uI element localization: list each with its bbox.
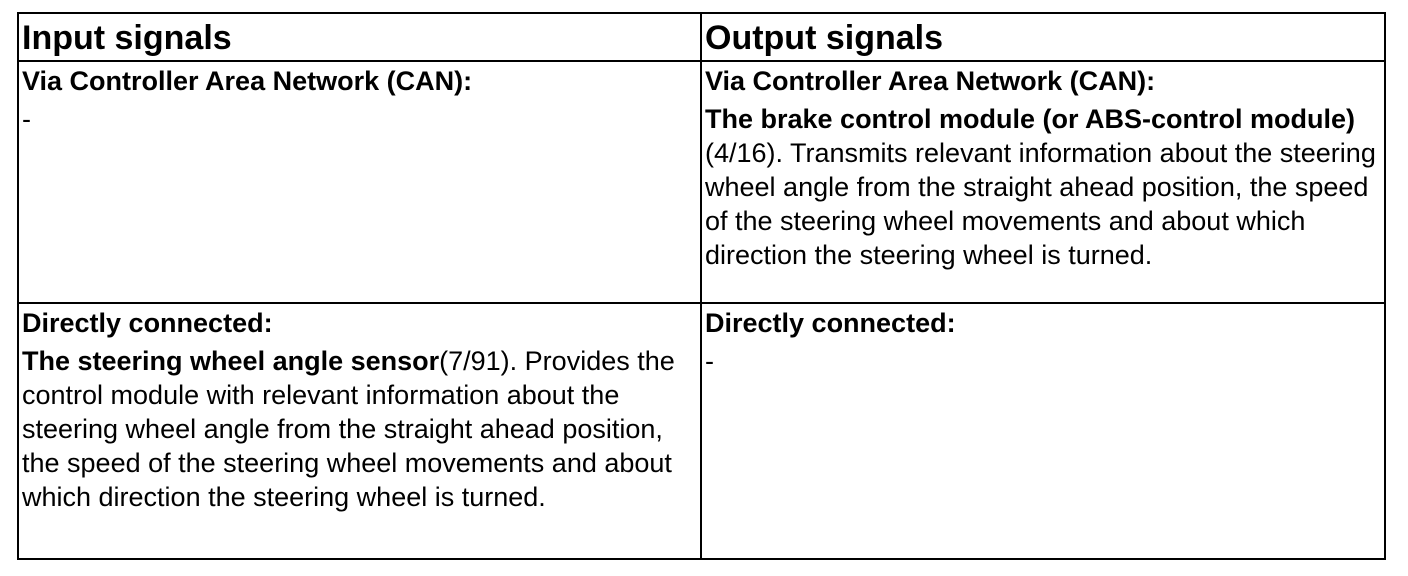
direct-output-cell	[701, 303, 1385, 559]
direct-input-cell	[18, 303, 701, 559]
direct-input-sensor-name: The steering wheel angle sensor	[22, 346, 440, 376]
header-row	[18, 13, 1385, 61]
can-output-title: Via Controller Area Network (CAN):	[705, 66, 1156, 96]
direct-row	[18, 303, 1385, 559]
can-input-text: -	[22, 104, 31, 134]
direct-input-text: (7/91). Provides the control module with relevant information about the steering wheel angle from the straight ahead position, the speed of the steering wheel movements and about which direction the steering wheel is turned.	[22, 346, 675, 512]
can-input-title: Via Controller Area Network (CAN):	[22, 66, 473, 96]
direct-input-paragraph	[22, 344, 697, 514]
can-output-text: (4/16). Transmits relevant information about the steering wheel angle from the straight ahead position, the speed of the steering wheel movements and about which direction the steering wheel is turned.	[705, 138, 1376, 270]
can-output-paragraph	[705, 102, 1381, 272]
input-signals-header: Input signals	[18, 13, 701, 61]
output-signals-header: Output signals	[701, 13, 1385, 61]
direct-input-title: Directly connected:	[22, 308, 273, 338]
direct-output-text: -	[705, 346, 714, 376]
can-output-module-name: The brake control module (or ABS-control module)	[705, 104, 1356, 134]
signals-table	[17, 12, 1386, 560]
can-output-cell	[701, 61, 1385, 303]
direct-output-title: Directly connected:	[705, 308, 956, 338]
can-row	[18, 61, 1385, 303]
can-input-cell	[18, 61, 701, 303]
